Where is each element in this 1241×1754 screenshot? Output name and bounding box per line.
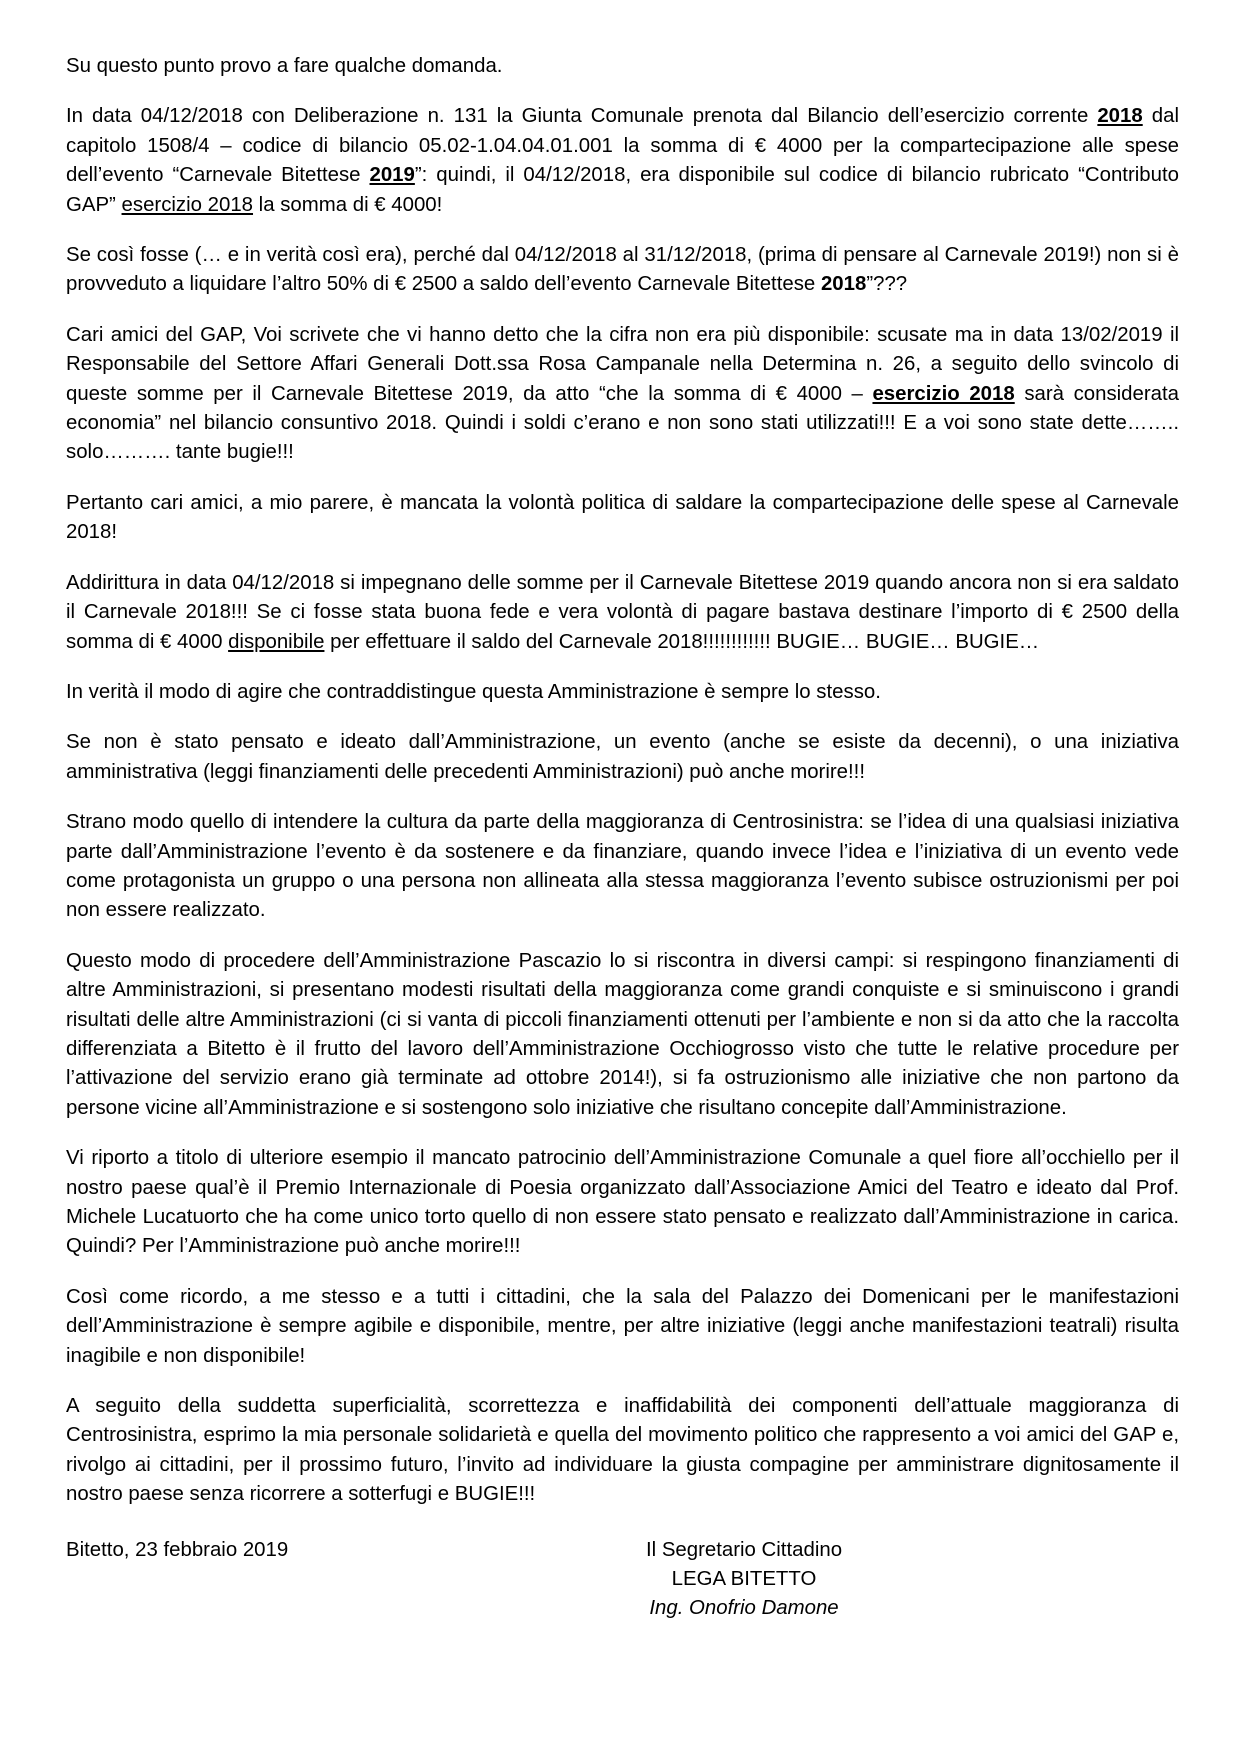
paragraph-6: Addirittura in data 04/12/2018 si impegnano delle somme per il Carnevale Bitettese 2019 quando ancora non si era saldato il Carnevale 2018!!! Se ci fosse stata buona fede e vera volontà di pagare bastava destinare l’importo di € 2500 della somma di € 4000 disponibile per effettuare il saldo del Carnevale 2018!!!!!!!!!!!! BUGIE… BUGIE… BUGIE…: [66, 571, 1179, 653]
paragraph-10: Questo modo di procedere dell’Amministrazione Pascazio lo si riscontra in diversi campi: si respingono finanziamenti di altre Amministrazioni, si presentano modesti risultati della maggioranza come grandi conquiste e si sminuiscono i grandi risultati delle altre Amministrazioni (ci si vanta di piccoli finanziamenti ottenuti per l’ambiente e non si da atto che la raccolta differenziata a Bitetto è il frutto del lavoro dell’Amministrazione Occhiogrosso visto che tutte le relative procedure per l’attivazione del servizio erano già terminate ad ottobre 2014!), si fa ostruzionismo alle iniziative che non partono da persone vicine all’Amministrazione e si sostengono solo iniziative che risultano concepite dall’Amministrazione.: [66, 949, 1179, 1119]
paragraph-9: Strano modo quello di intendere la cultura da parte della maggioranza di Centrosinistra: se l’idea di una qualsiasi iniziativa parte dall’Amministrazione l’evento è da sostenere e da finanziare, quando invece l’idea e l’iniziativa di un evento vede come protagonista un gruppo o una persona non allineata alla stessa maggioranza l’evento subisce ostruzionismi per poi non essere realizzato.: [66, 811, 1179, 922]
paragraph-7: In verità il modo di agire che contraddistingue questa Amministrazione è sempre lo stesso.: [66, 680, 881, 703]
document-body: [66, 52, 1179, 1656]
paragraph-5: Pertanto cari amici, a mio parere, è mancata la volontà politica di saldare la compartecipazione delle spese al Carnevale 2018!: [66, 491, 1179, 544]
signature-block: [534, 1536, 954, 1624]
paragraph-13: A seguito della suddetta superficialità, scorrettezza e inaffidabilità dei componenti dell’attuale maggioranza di Centrosinistra, esprimo la mia personale solidarietà e quella del movimento politico che rappresento a voi amici del GAP e, rivolgo ai cittadini, per il prossimo futuro, l’invito ad individuare la giusta compagine per amministrare dignitosamente il nostro paese senza ricorrere a sotterfugi e BUGIE!!!: [66, 1395, 1179, 1506]
emphasis-run: esercizio 2018: [121, 193, 254, 216]
signature-name: Ing. Onofrio Damone: [649, 1597, 839, 1620]
emphasis-run: 2018: [820, 273, 867, 296]
emphasis-run: esercizio 2018: [872, 382, 1015, 405]
place-and-date: Bitetto, 23 febbraio 2019: [66, 1538, 289, 1561]
emphasis-run: 2018: [1097, 105, 1143, 128]
paragraph-11: Vi riporto a titolo di ulteriore esempio il mancato patrocinio dell’Amministrazione Comunale a quel fiore all’occhiello per il nostro paese qual’è il Premio Internazionale di Poesia organizzato dall’Associazione Amici del Teatro e ideato dal Prof. Michele Lucatuorto che ha come unico torto quello di non essere stato pensato e realizzato dall’Amministrazione in carica. Quindi? Per l’Amministrazione può anche morire!!!: [66, 1147, 1179, 1258]
signature-role: Il Segretario Cittadino: [645, 1538, 843, 1561]
paragraph-8: Se non è stato pensato e ideato dall’Amministrazione, un evento (anche se esiste da decenni), o una iniziativa amministrativa (leggi finanziamenti delle precedenti Amministrazioni) può anche morire!!!: [66, 731, 1179, 783]
paragraph-2: In data 04/12/2018 con Deliberazione n. 131 la Giunta Comunale prenota dal Bilancio dell’esercizio corrente 2018 dal capitolo 1508/4 – codice di bilancio 05.02-1.04.04.01.001 la somma di € 4000 per la compartecipazione alle spese dell’evento “Carnevale Bitettese 2019”: quindi, il 04/12/2018, era disponibile sul codice di bilancio rubricato “Contributo GAP” esercizio 2018 la somma di € 4000!: [66, 105, 1179, 216]
paragraph-1: Su questo punto provo a fare qualche domanda.: [66, 55, 503, 77]
emphasis-run: disponibile: [228, 630, 325, 653]
emphasis-run: 2019: [369, 164, 415, 187]
paragraph-3: Se così fosse (… e in verità così era), perché dal 04/12/2018 al 31/12/2018, (prima di pensare al Carnevale 2019!) non si è provveduto a liquidare l’altro 50% di € 2500 a saldo dell’evento Carnevale Bitettese 2018”???: [66, 244, 1179, 296]
signature-org: LEGA BITETTO: [671, 1568, 817, 1591]
paragraph-4: Cari amici del GAP, Voi scrivete che vi hanno detto che la cifra non era più disponibile: scusate ma in data 13/02/2019 il Responsabile del Settore Affari Generali Dott.ssa Rosa Campanale nella Determina n. 26, a seguito dello svincolo di queste somme per il Carnevale Bitettese 2019, da atto “che la somma di € 4000 – esercizio 2018 sarà considerata economia” nel bilancio consuntivo 2018. Quindi i soldi c’erano e non sono stati utilizzati!!! E a voi sono state dette…….. solo………. tante bugie!!!: [66, 323, 1179, 464]
closing-block: [66, 1536, 1179, 1656]
paragraph-12: Così come ricordo, a me stesso e a tutti i cittadini, che la sala del Palazzo dei Domenicani per le manifestazioni dell’Amministrazione è sempre agibile e disponibile, mentre, per altre iniziative (leggi anche manifestazioni teatrali) risulta inagibile e non disponibile!: [66, 1285, 1179, 1367]
